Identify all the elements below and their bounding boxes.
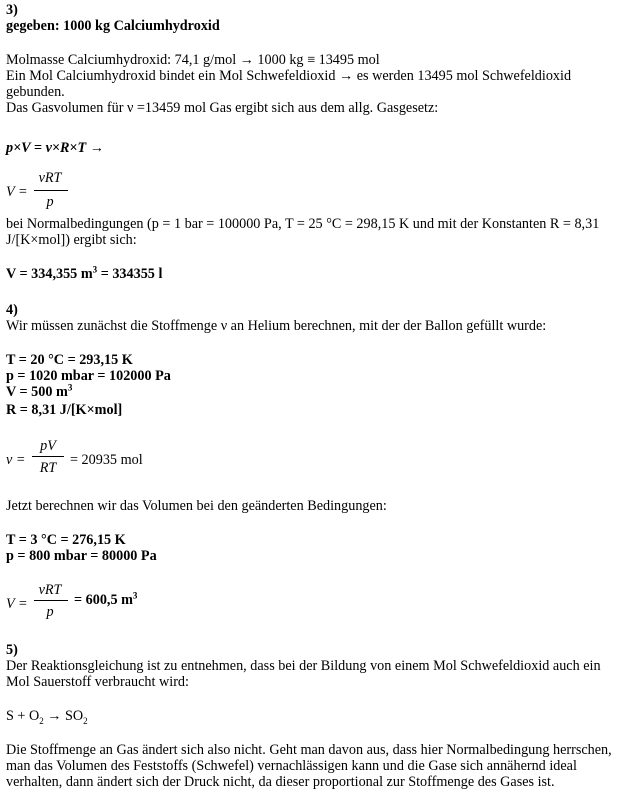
volume-value: V = 500 $m^3$ <box>6 382 73 400</box>
gas-constant-value: R = 8,31 J/[K×mol] <box>6 402 123 418</box>
formula-numerator: pV <box>40 438 56 454</box>
helium-intro-line: Wir müssen zunächst die Stoffmenge ν an Helium berechnen, mit der der Ballon gefüllt wurde: <box>6 318 547 334</box>
formula-rhs: = 600,5 $m^3$ <box>74 590 138 608</box>
conclusion-line-2: man das Volumen des Feststoffs (Schwefel) vernachlässigen kann und die Gase sich annähernd ideal <box>6 758 577 774</box>
amount-formula <box>6 438 206 484</box>
temperature-value-2: T = 3 °C = 276,15 K <box>6 532 126 548</box>
conclusion-line-3: verhalten, dann ändert sich der Druck nicht, da dieser proportional zur Stoffmenge des Gases ist. <box>6 774 555 790</box>
given-line: gegeben: 1000 kg Calciumhydroxid <box>6 18 220 34</box>
temperature-value: T = 20 °C = 293,15 K <box>6 352 133 368</box>
pressure-value-2: p = 800 mbar = 80000 Pa <box>6 548 157 564</box>
formula-rhs: = 20935 mol <box>70 452 143 468</box>
section-5-heading: 5) <box>6 642 18 658</box>
new-conditions-line: Jetzt berechnen wir das Volumen bei den geänderten Bedingungen: <box>6 498 387 514</box>
formula-denominator: RT <box>39 460 57 476</box>
formula-lhs: V = <box>6 596 28 612</box>
binding-line: Ein Mol Calciumhydroxid bindet ein Mol Schwefeldioxid → es werden 13495 mol Schwefeldioxid <box>6 68 572 84</box>
section-3-heading: 3) <box>6 2 18 18</box>
formula-numerator: νRT <box>38 170 62 186</box>
reaction-equation: $S + O_2 \to SO_2$ <box>6 708 88 726</box>
normal-conditions-cont: J/[K×mol]) ergibt sich: <box>6 232 137 248</box>
gas-volume-line: Das Gasvolumen für ν =13459 mol Gas ergibt sich aus dem allg. Gasgesetz: <box>6 100 439 116</box>
molar-mass-line: Molmasse Calciumhydroxid: 74,1 g/mol → 1000 kg ≡ 13495 mol <box>6 52 380 68</box>
formula-lhs: V = <box>6 184 28 200</box>
fraction-bar <box>34 190 68 191</box>
fraction-bar <box>32 456 64 457</box>
volume-formula-1 <box>6 170 96 220</box>
gas-law-equation: p×V = ν×R×T → <box>6 140 104 156</box>
volume-formula-2 <box>6 582 206 628</box>
fraction-bar <box>34 600 68 601</box>
conclusion-line-1: Die Stoffmenge an Gas ändert sich also nicht. Geht man davon aus, dass hier Normalbedingung herrschen, <box>6 742 612 758</box>
normal-conditions-line: bei Normalbedingungen (p = 1 bar = 100000 Pa, T = 25 °C = 298,15 K und mit der Konstanten R = 8,31 <box>6 216 600 232</box>
reaction-intro-line: Der Reaktionsgleichung ist zu entnehmen, dass bei der Bildung von einem Mol Schwefeldioxid auch ein <box>6 658 601 674</box>
formula-denominator: p <box>46 604 54 620</box>
reaction-intro-cont: Mol Sauerstoff verbraucht wird: <box>6 674 189 690</box>
section-4-heading: 4) <box>6 302 18 318</box>
volume-result: V = 334,355 $m^3 = 334355$ l <box>6 264 163 282</box>
formula-denominator: p <box>46 194 54 210</box>
pressure-value: p = 1020 mbar = 102000 Pa <box>6 368 171 384</box>
binding-line-cont: gebunden. <box>6 84 65 100</box>
formula-numerator: νRT <box>38 582 62 598</box>
formula-lhs: ν = <box>6 452 26 468</box>
